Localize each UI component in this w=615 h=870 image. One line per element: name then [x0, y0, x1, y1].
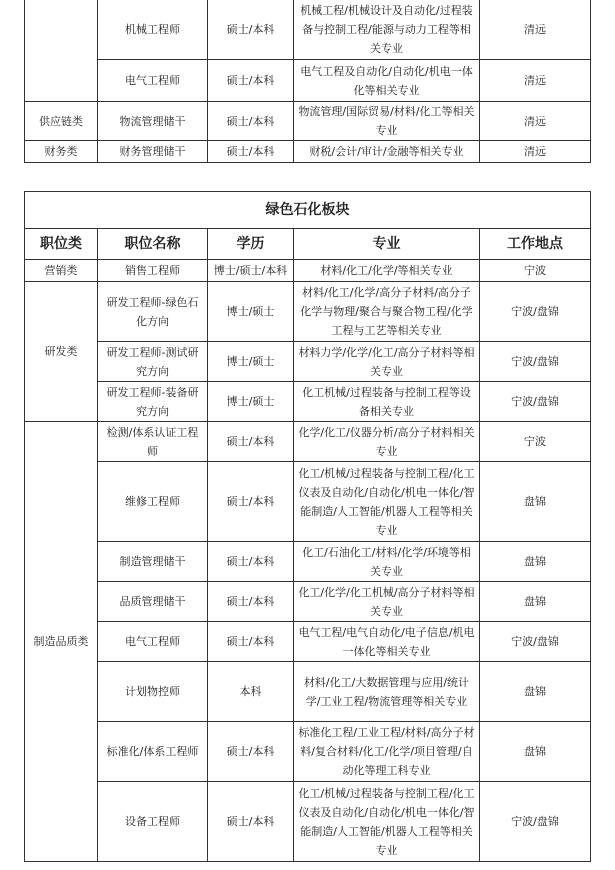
location-cell: 盘锦	[480, 662, 591, 722]
table-row	[25, 382, 591, 422]
major-cell: 化学/化工/仪器分析/高分子材料相关专业	[294, 422, 480, 462]
section-title: 绿色石化板块	[25, 192, 591, 229]
major-cell: 化工/机械/过程装备与控制工程/化工仪表及自动化/自动化/机电一体化/智能制造/人工智能/机器人工程等相关专业	[294, 462, 480, 542]
table-row	[25, 102, 591, 141]
location-cell: 宁波/盘锦	[480, 282, 591, 342]
location-cell: 清远	[480, 141, 591, 163]
location-cell: 宁波/盘锦	[480, 342, 591, 382]
major-cell: 电气工程及自动化/自动化/机电一体化等相关专业	[294, 60, 480, 102]
degree-cell: 硕士/本科	[208, 722, 294, 782]
table-row	[25, 422, 591, 462]
table-row	[25, 260, 591, 282]
degree-cell: 硕士/本科	[208, 622, 294, 662]
table-row	[25, 60, 591, 102]
major-cell: 化工机械/过程装备与控制工程等设备相关专业	[294, 382, 480, 422]
table-row	[25, 342, 591, 382]
location-cell: 清远	[480, 102, 591, 141]
category-cell	[25, 0, 98, 102]
degree-cell: 硕士/本科	[208, 0, 294, 60]
category-cell: 营销类	[25, 260, 98, 282]
major-cell: 化工/石油化工/材料/化学/环境等相关专业	[294, 542, 480, 582]
header-row	[25, 229, 591, 260]
header-degree: 学历	[208, 229, 294, 260]
green-petrochem-job-table	[24, 191, 591, 862]
degree-cell: 硕士/本科	[208, 462, 294, 542]
table-row	[25, 282, 591, 342]
header-major: 专业	[294, 229, 480, 260]
major-cell: 化工/化学/化工机械/高分子材料等相关专业	[294, 582, 480, 622]
location-cell: 宁波/盘锦	[480, 622, 591, 662]
job-title-cell: 制造管理储干	[98, 542, 208, 582]
job-title-cell: 研发工程师-装备研究方向	[98, 382, 208, 422]
degree-cell: 博士/硕士	[208, 342, 294, 382]
job-title-cell: 设备工程师	[98, 782, 208, 862]
table-row	[25, 582, 591, 622]
degree-cell: 硕士/本科	[208, 542, 294, 582]
job-title-cell: 维修工程师	[98, 462, 208, 542]
degree-cell: 硕士/本科	[208, 60, 294, 102]
job-title-cell: 研发工程师-测试研究方向	[98, 342, 208, 382]
job-table-continued	[24, 0, 591, 163]
job-title-cell: 计划物控师	[98, 662, 208, 722]
location-cell: 宁波/盘锦	[480, 382, 591, 422]
table-row	[25, 782, 591, 862]
degree-cell: 本科	[208, 662, 294, 722]
table-row	[25, 141, 591, 163]
category-cell: 制造品质类	[25, 422, 98, 862]
category-cell: 供应链类	[25, 102, 98, 141]
degree-cell: 硕士/本科	[208, 782, 294, 862]
major-cell: 材料/化工/化学/高分子材料/高分子化学与物理/聚合与聚合物工程/化学工程与工艺等相关专业	[294, 282, 480, 342]
header-location: 工作地点	[480, 229, 591, 260]
job-title-cell: 机械工程师	[98, 0, 208, 60]
major-cell: 电气工程/电气自动化/电子信息/机电一体化等相关专业	[294, 622, 480, 662]
job-title-cell: 电气工程师	[98, 60, 208, 102]
job-title-cell: 品质管理储干	[98, 582, 208, 622]
location-cell: 宁波	[480, 260, 591, 282]
major-cell: 标准化工程/工业工程/材料/高分子材料/复合材料/化工/化学/项目管理/自动化等理工科专业	[294, 722, 480, 782]
table-row	[25, 722, 591, 782]
category-cell: 研发类	[25, 282, 98, 422]
degree-cell: 博士/硕士	[208, 282, 294, 342]
category-cell: 财务类	[25, 141, 98, 163]
table-title-row	[25, 192, 591, 229]
location-cell: 清远	[480, 60, 591, 102]
degree-cell: 硕士/本科	[208, 582, 294, 622]
location-cell: 盘锦	[480, 582, 591, 622]
job-title-cell: 电气工程师	[98, 622, 208, 662]
job-title-cell: 研发工程师-绿色石化方向	[98, 282, 208, 342]
location-cell: 盘锦	[480, 542, 591, 582]
degree-cell: 硕士/本科	[208, 102, 294, 141]
degree-cell: 硕士/本科	[208, 422, 294, 462]
major-cell: 财税/会计/审计/金融等相关专业	[294, 141, 480, 163]
degree-cell: 博士/硕士	[208, 382, 294, 422]
table-row	[25, 462, 591, 542]
location-cell: 宁波	[480, 422, 591, 462]
job-title-cell: 检测/体系认证工程师	[98, 422, 208, 462]
job-title-cell: 标准化/体系工程师	[98, 722, 208, 782]
table-row	[25, 622, 591, 662]
major-cell: 物流管理/国际贸易/材料/化工等相关专业	[294, 102, 480, 141]
table-row	[25, 0, 591, 60]
location-cell: 盘锦	[480, 462, 591, 542]
location-cell: 宁波/盘锦	[480, 782, 591, 862]
major-cell: 化工/机械/过程装备与控制工程/化工仪表及自动化/自动化/机电一体化/智能制造/人工智能/机器人工程等相关专业	[294, 782, 480, 862]
table-row	[25, 662, 591, 722]
location-cell: 盘锦	[480, 722, 591, 782]
job-title-cell: 财务管理储干	[98, 141, 208, 163]
header-title: 职位名称	[98, 229, 208, 260]
major-cell: 材料力学/化学/化工/高分子材料等相关专业	[294, 342, 480, 382]
table-row	[25, 542, 591, 582]
major-cell: 材料/化工/大数据管理与应用/统计学/工业工程/物流管理等相关专业	[294, 662, 480, 722]
location-cell: 清远	[480, 0, 591, 60]
major-cell: 材料/化工/化学/等相关专业	[294, 260, 480, 282]
header-category: 职位类	[25, 229, 98, 260]
degree-cell: 硕士/本科	[208, 141, 294, 163]
job-title-cell: 物流管理储干	[98, 102, 208, 141]
major-cell: 机械工程/机械设计及自动化/过程装备与控制工程/能源与动力工程等相关专业	[294, 0, 480, 60]
job-title-cell: 销售工程师	[98, 260, 208, 282]
degree-cell: 博士/硕士/本科	[208, 260, 294, 282]
